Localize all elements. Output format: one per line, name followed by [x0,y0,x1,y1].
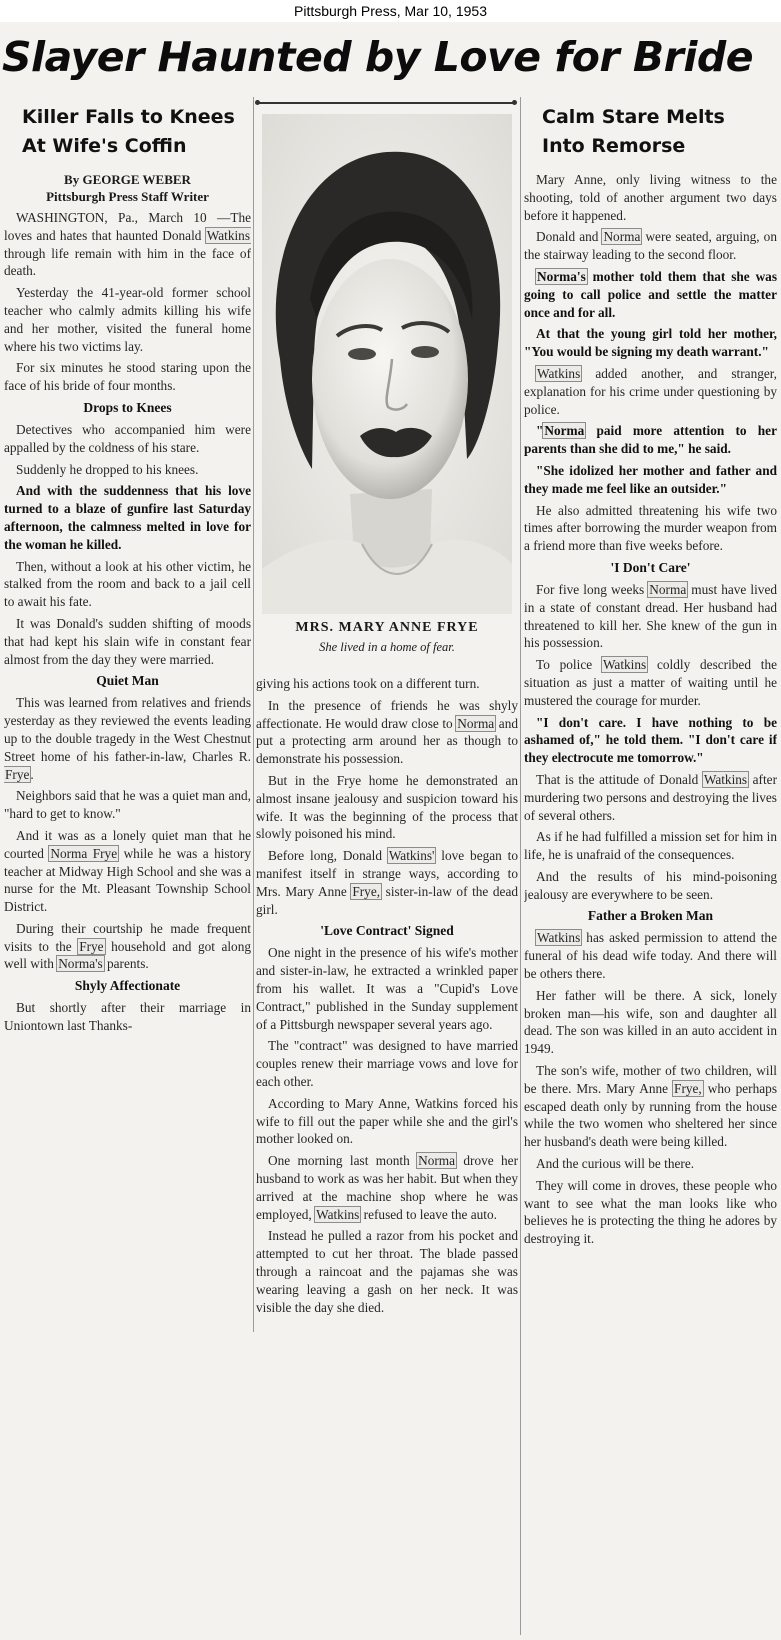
paragraph: One morning last month Norma drove her husband to work as was her habit. But when they arrived at the machine shop where he was employed, Watkins refused to leave the auto. [256,1153,518,1222]
paragraph: As if he had fulfilled a mission set for him in life, he is unafraid of the consequences. [524,829,777,863]
paragraph: And the curious will be there. [536,1156,695,1172]
paragraph: They will come in droves, these people who want to see what the man looks like who believes he is protecting the thing he adores by destroying it. [524,1177,777,1247]
name-highlight: Frye [79,938,104,954]
subhead: Shyly Affectionate [74,978,181,994]
paragraph: Neighbors said that he was a quiet man and, "hard to get to know." [4,788,251,822]
paragraph: The "contract" was designed to have married couples renew their marriage vows and love for each other. [256,1038,518,1089]
paragraph: During their courtship he made frequent visits to the Frye household and got along well with Norma's parents. [4,920,251,972]
paragraph: Her father will be there. A sick, lonely broken man—his wife, son and daughter all dead. The son was killed in an auto accident in 1949. [524,987,777,1057]
name-highlight: Norma [603,229,641,245]
paragraph: And it was as a lonely quiet man that he courted Norma Frye while he was a history teacher at Midway High School and she was a nurse for the Mt. Pleasant Township School District. [4,827,251,915]
name-highlight: Watkins' [388,848,435,864]
paragraph: For five long weeks Norma must have lived in a state of constant dread. Her husband had threatened to kill her. She knew of the gun in his possession. [524,581,777,651]
name-highlight: Frye, [352,883,381,899]
paragraph: Mary Anne, only living witness to the shooting, told of another argument two days before it happened. [524,172,777,223]
paragraph: In the presence of friends he was shyly affectionate. He would draw close to Norma and put a protecting arm around her as though to demonstrate his possession. [256,697,518,767]
paragraph: It was Donald's sudden shifting of moods that had kept his slain wife in constant fear almost from the day they were married. [4,615,251,667]
name-highlight: Norma's [537,268,586,284]
paragraph: Yesterday the 41-year-old former school teacher who calmly admits killing his wife and her mother, visited the funeral home where his two victims lay. [4,285,251,354]
paragraph: giving his actions took on a different turn. [256,676,480,691]
paragraph: WASHINGTON, Pa., March 10 —The loves and hates that haunted Donald Watkins through life remain with him in the face of death. [4,210,251,279]
name-highlight: Watkins [316,1206,360,1222]
name-highlight: Watkins [703,771,748,787]
name-highlight: Norma [457,715,495,731]
name-highlight: Watkins [206,227,250,243]
photo-caption [262,612,512,666]
paragraph: But shortly after their marriage in Uniontown last Thanks- [4,1000,251,1034]
source-line: Pittsburgh Press, Mar 10, 1953 [294,3,487,19]
paragraph: And the results of his mind-poisoning jealousy are everywhere to be seen. [524,868,777,902]
subhead: Drops to Knees [83,399,172,415]
paragraph: One night in the presence of his wife's mother and sister-in-law, he extracted a wrinkled paper from his wallet. It was a "Cupid's Love Contract," published in the Sunday supplement of a Pittsburgh newspaper several years ago. [256,945,518,1032]
paragraph: "Norma paid more attention to her parents than she did to me," he said. [524,423,777,457]
subhead: Father a Broken Man [587,908,714,924]
byline: By GEORGE WEBER Pittsburgh Press Staff Writer [46,172,209,204]
headline: Slayer Haunted by Love for Bride [2,33,754,81]
paragraph: Detectives who accompanied him were appalled by the coldness of his stare. [4,421,251,455]
portrait-photo [262,114,512,614]
newspaper-clipping [0,22,781,1640]
name-highlight: Watkins [537,365,581,381]
paragraph: Suddenly he dropped to his knees. [16,461,199,477]
paragraph: At that the young girl told her mother, "You would be signing my death warrant." [524,326,777,360]
paragraph: Donald and Norma were seated, arguing, on the stairway leading to the second floor. [524,229,777,263]
name-highlight: Norma [418,1153,456,1169]
name-highlight: Frye [5,766,30,782]
paragraph: "She idolized her mother and father and they made me feel like an outsider." [524,462,777,496]
paragraph: This was learned from relatives and friends yesterday as they reviewed the events leading up to the double tragedy in the West Chestnut Street home of his father-in-law, Charles R. Frye. [4,695,251,782]
name-highlight: Norma's [58,956,103,972]
portrait-image [262,114,512,614]
paragraph: The son's wife, mother of two children, will be there. Mrs. Mary Anne Frye, who perhaps escaped death only by running from the house while the two women who sheltered her since her husband's death were being killed. [524,1063,777,1150]
caption-name: MRS. MARY ANNE FRYE [295,620,479,635]
paragraph: Norma's mother told them that she was going to call police and settle the matter once and for all. [524,268,777,320]
paragraph: Before long, Donald Watkins' love began to manifest itself in strange ways, according to Mrs. Mary Anne Frye, sister-in-law of the dead girl. [256,848,518,917]
name-highlight: Norma Frye [50,845,118,861]
right-column [524,97,777,1635]
paragraph: For six minutes he stood staring upon the face of his bride of four months. [4,360,251,394]
name-highlight: Norma [649,581,687,597]
paragraph: To police Watkins coldly described the situation as just a matter of waiting until he mustered the courage for murder. [524,657,777,708]
paragraph: According to Mary Anne, Watkins forced his wife to fill out the paper while she and the girl's mother looked on. [256,1095,518,1147]
paragraph: That is the attitude of Donald Watkins after murdering two persons and destroying the lives of several others. [524,771,777,823]
name-highlight: Norma [544,423,585,439]
middle-column [256,675,518,1635]
left-deck-headline: Killer Falls to Knees At Wife's Coffin [22,106,235,157]
column-divider [520,97,521,1635]
photo-top-rule [258,102,514,104]
caption-subtitle: She lived in a home of fear. [319,640,455,654]
paragraph: And with the suddenness that his love turned to a blaze of gunfire last Saturday afternoon, the calmness melted in love for the woman he killed. [4,483,251,552]
paragraph: Instead he pulled a razor from his pocket and attempted to cut her throat. The blade passed through a raincoat and the pajamas she was wearing leaving a gash on her neck. It was visible the day she died. [256,1228,518,1315]
subhead: 'I Don't Care' [610,559,691,575]
paragraph: "I don't care. I have nothing to be ashamed of," he told them. "I don't care if they electrocute me tomorrow." [524,714,777,766]
paragraph: But in the Frye home he demonstrated an almost insane jealousy and suspicion toward his wife. It was the beginning of the process that slowly poisoned his mind. [256,772,518,842]
paragraph: Watkins added another, and stranger, explanation for his crime under questioning by police. [524,365,777,417]
left-column [4,97,251,1332]
subhead: 'Love Contract' Signed [320,923,454,939]
paragraph: Watkins has asked permission to attend the funeral of his dead wife today. And there will be others there. [524,930,777,982]
right-deck-headline: Calm Stare Melts Into Remorse [542,106,725,157]
paragraph: Then, without a look at his other victim, he stalked from the room and back to a jail cell to await his fate. [4,558,251,610]
column-divider [253,97,254,1332]
subhead: Quiet Man [96,673,159,689]
name-highlight: Watkins [537,930,581,946]
name-highlight: Watkins [602,657,647,673]
paragraph: He also admitted threatening his wife two times after borrowing the murder weapon from a friend more than five weeks before. [524,502,777,554]
name-highlight: Frye, [674,1080,702,1096]
